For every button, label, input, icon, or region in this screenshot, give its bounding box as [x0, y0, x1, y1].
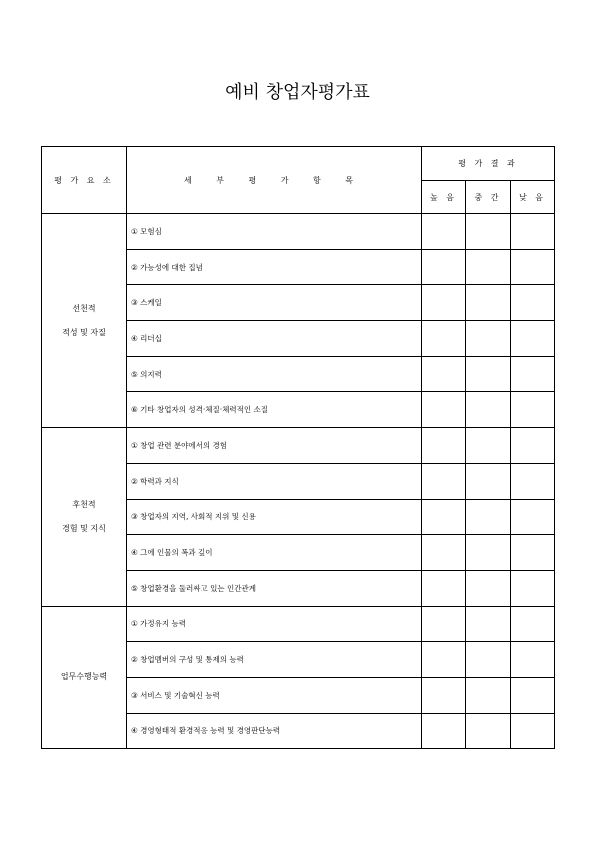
result-cell-low[interactable]	[511, 392, 555, 428]
result-cell-low[interactable]	[511, 677, 555, 713]
detail-item: ⑤ 창업환경을 둘러싸고 있는 인간관계	[127, 570, 422, 606]
result-cell-low[interactable]	[511, 428, 555, 464]
result-cell-high[interactable]	[422, 535, 466, 571]
result-cell-high[interactable]	[422, 392, 466, 428]
table-row	[42, 606, 555, 642]
category-cell	[42, 428, 127, 606]
result-cell-mid[interactable]	[466, 392, 511, 428]
result-cell-mid[interactable]	[466, 499, 511, 535]
result-cell-high[interactable]	[422, 428, 466, 464]
result-cell-low[interactable]	[511, 214, 555, 250]
result-cell-mid[interactable]	[466, 463, 511, 499]
result-cell-high[interactable]	[422, 606, 466, 642]
result-cell-mid[interactable]	[466, 249, 511, 285]
detail-item: ② 창업멤버의 구성 및 통제의 능력	[127, 642, 422, 678]
result-cell-mid[interactable]	[466, 570, 511, 606]
result-cell-mid[interactable]	[466, 356, 511, 392]
category-cell	[42, 606, 127, 749]
result-cell-low[interactable]	[511, 463, 555, 499]
detail-item: ③ 서비스 및 기술혁신 능력	[127, 677, 422, 713]
category-name-line: 선천적	[72, 303, 96, 313]
table-row	[42, 428, 555, 464]
result-cell-low[interactable]	[511, 570, 555, 606]
detail-item: ④ 경영형태적 환경적응 능력 및 경영판단능력	[127, 713, 422, 749]
result-cell-mid[interactable]	[466, 642, 511, 678]
detail-item: ② 학력과 지식	[127, 463, 422, 499]
result-cell-high[interactable]	[422, 677, 466, 713]
detail-item: ① 가정유지 능력	[127, 606, 422, 642]
result-cell-low[interactable]	[511, 535, 555, 571]
detail-item: ⑤ 의지력	[127, 356, 422, 392]
detail-item: ③ 스케일	[127, 285, 422, 321]
result-cell-low[interactable]	[511, 249, 555, 285]
result-cell-low[interactable]	[511, 321, 555, 357]
category-name-line: 경험 및 지식	[62, 523, 106, 533]
result-cell-low[interactable]	[511, 713, 555, 749]
result-cell-mid[interactable]	[466, 285, 511, 321]
header-level-mid: 중 간	[466, 181, 511, 214]
header-level-high: 높 음	[422, 181, 466, 214]
detail-item: ② 가능성에 대한 집념	[127, 249, 422, 285]
result-cell-high[interactable]	[422, 321, 466, 357]
result-cell-high[interactable]	[422, 499, 466, 535]
result-cell-mid[interactable]	[466, 677, 511, 713]
header-evaluation-result: 평 가 결 과	[422, 147, 555, 181]
category-cell	[42, 214, 127, 428]
detail-item: ④ 리더십	[127, 321, 422, 357]
category-name-line: 업무수행능력	[60, 672, 108, 682]
result-cell-high[interactable]	[422, 285, 466, 321]
detail-item: ① 창업 관련 분야에서의 경험	[127, 428, 422, 464]
result-cell-low[interactable]	[511, 356, 555, 392]
detail-item: ⑥ 기타 창업자의 성격·체질·체력적인 소질	[127, 392, 422, 428]
result-cell-high[interactable]	[422, 463, 466, 499]
table-row	[42, 214, 555, 250]
result-cell-mid[interactable]	[466, 428, 511, 464]
result-cell-low[interactable]	[511, 606, 555, 642]
result-cell-mid[interactable]	[466, 321, 511, 357]
result-cell-high[interactable]	[422, 249, 466, 285]
result-cell-low[interactable]	[511, 642, 555, 678]
result-cell-mid[interactable]	[466, 713, 511, 749]
result-cell-mid[interactable]	[466, 606, 511, 642]
result-cell-high[interactable]	[422, 214, 466, 250]
result-cell-mid[interactable]	[466, 214, 511, 250]
result-cell-mid[interactable]	[466, 535, 511, 571]
evaluation-table-body	[42, 214, 555, 749]
detail-item: ④ 그에 인물의 폭과 깊이	[127, 535, 422, 571]
result-cell-low[interactable]	[511, 499, 555, 535]
result-cell-high[interactable]	[422, 356, 466, 392]
evaluation-table	[41, 146, 555, 749]
category-name-line: 적성 및 자질	[62, 327, 106, 337]
result-cell-low[interactable]	[511, 285, 555, 321]
result-cell-high[interactable]	[422, 570, 466, 606]
document-title: 예비 창업자평가표	[225, 82, 370, 103]
header-evaluation-element: 평 가 요 소	[42, 147, 127, 214]
header-level-low: 낮 음	[511, 181, 555, 214]
result-cell-high[interactable]	[422, 713, 466, 749]
header-detail-items: 세 부 평 가 항 목	[127, 147, 422, 214]
result-cell-high[interactable]	[422, 642, 466, 678]
category-name-line: 후천적	[72, 499, 96, 509]
detail-item: ① 모험심	[127, 214, 422, 250]
detail-item: ③ 창업자의 지역, 사회적 지위 및 신용	[127, 499, 422, 535]
